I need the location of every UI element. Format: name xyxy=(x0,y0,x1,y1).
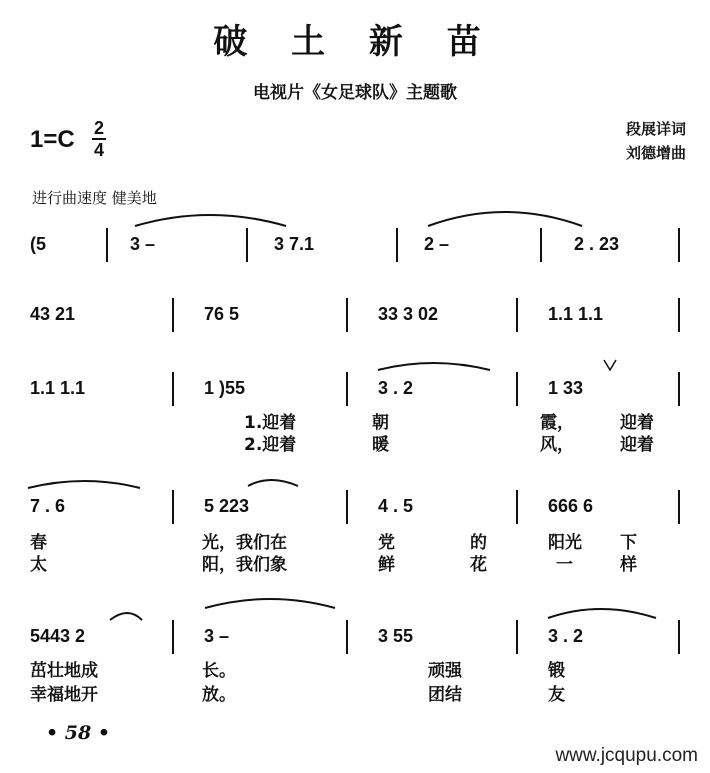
lyric: 一 xyxy=(556,555,573,575)
lyric: 茁壮地成 xyxy=(30,661,98,681)
breath-mark xyxy=(604,360,616,370)
lyric: 霞， xyxy=(540,413,574,433)
measure: 2 – xyxy=(424,234,450,254)
lyric: 朝 xyxy=(372,413,389,433)
measure: 666 6 xyxy=(548,496,594,516)
composer-credit: 刘德增曲 xyxy=(625,144,686,162)
lyric: 太 xyxy=(30,555,47,575)
lyric: 鲜 xyxy=(378,555,395,575)
measure: 2 . 23 xyxy=(574,234,620,254)
lyric: 阳，我们象 xyxy=(202,555,287,575)
lyric: 友 xyxy=(548,685,565,705)
slur xyxy=(378,363,490,370)
song-subtitle: 电视片《女足球队》主题歌 xyxy=(253,83,457,103)
measure: 5443 2 xyxy=(30,626,86,646)
watermark: www.jcqupu.com xyxy=(555,745,698,766)
measure: 3 55 xyxy=(378,626,414,646)
time-signature-bottom: 4 xyxy=(93,140,104,160)
lyric: 迎着 xyxy=(620,413,654,433)
measure: 1.1 1.1 xyxy=(30,378,86,398)
measure: 1.1 1.1 xyxy=(548,304,604,324)
slur xyxy=(428,212,582,226)
lyricist-credit: 段展详词 xyxy=(625,120,686,138)
lyric: 放。 xyxy=(202,685,236,705)
measure: 33 3 02 xyxy=(378,304,439,324)
measure: 1 33 xyxy=(548,378,584,398)
lyric: 1.迎着 xyxy=(244,413,297,433)
measure: 3 . 2 xyxy=(378,378,414,398)
measure: 1 )55 xyxy=(204,378,246,398)
lyric: 团结 xyxy=(428,685,462,705)
measure: 3 7.1 xyxy=(274,234,315,254)
lyric: 样 xyxy=(620,555,637,575)
slur xyxy=(135,215,286,226)
lyric: 党 xyxy=(378,533,395,553)
lyric: 2.迎着 xyxy=(244,435,297,455)
measure: 43 21 xyxy=(30,304,76,324)
lyric: 的 xyxy=(470,533,487,553)
measure: (5 xyxy=(30,234,47,254)
lyric: 花 xyxy=(470,555,487,575)
measure: 3 . 2 xyxy=(548,626,584,646)
lyric: 光，我们在 xyxy=(202,533,287,553)
lyric: 幸福地开 xyxy=(30,685,98,705)
slur xyxy=(548,609,656,618)
lyric: 长。 xyxy=(202,661,236,681)
slur xyxy=(28,481,140,488)
lyric: 春 xyxy=(30,533,47,553)
tempo-marking: 进行曲速度 健美地 xyxy=(32,189,157,207)
time-signature-top: 2 xyxy=(93,118,104,138)
lyric: 暖 xyxy=(372,435,389,455)
lyric: 下 xyxy=(620,533,637,553)
slur xyxy=(205,599,335,608)
key-signature: 1=C xyxy=(30,126,75,153)
measure: 3 – xyxy=(204,626,230,646)
lyric: 阳光 xyxy=(548,533,582,553)
measure: 4 . 5 xyxy=(378,496,414,516)
lyric: 顽强 xyxy=(428,661,462,681)
slur xyxy=(110,613,142,620)
measure: 3 – xyxy=(130,234,156,254)
song-title: 破 土 新 苗 xyxy=(213,22,497,62)
lyric: 迎着 xyxy=(620,435,654,455)
measure: 76 5 xyxy=(204,304,240,324)
lyric: 风， xyxy=(540,435,574,455)
slur xyxy=(248,480,298,486)
measure: 5 223 xyxy=(204,496,250,516)
lyric: 锻 xyxy=(548,661,565,681)
page-number: • 58 • xyxy=(46,722,110,744)
measure: 7 . 6 xyxy=(30,496,66,516)
